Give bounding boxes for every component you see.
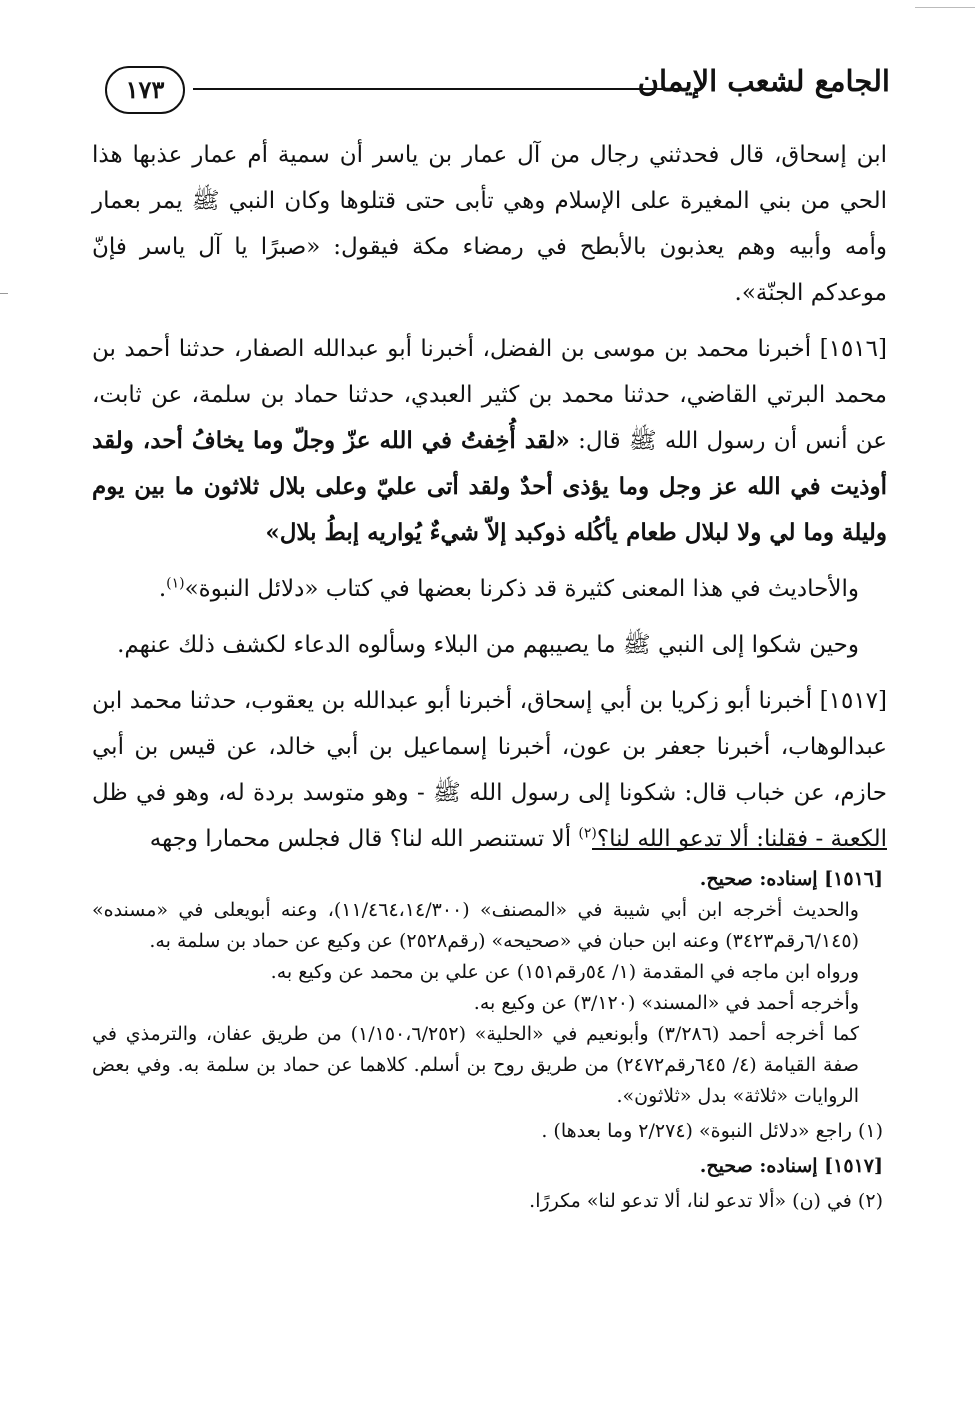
page-number: ١٧٣	[105, 66, 185, 114]
scan-edge-mark	[915, 7, 975, 8]
footnote-separator	[592, 848, 887, 850]
footnote-1: (١) راجع «دلائل النبوة» (٢/٢٧٤ وما بعدها) .	[541, 1120, 883, 1142]
paragraph-4	[92, 622, 887, 668]
footnote-takhrij-1: والحديث أخرجه ابن أبي شيبة في «المصنف» (١١/٤٦٤،١٤/٣٠٠)، وعنه أبويعلى في «مسنده» (٦/١٤٥رقم٣٤٢٣) وعنه ابن حبان في «صحيحه» (رقم٢٥٢٨) عن وكيع عن حماد بن سلمة به.	[92, 899, 859, 952]
footnote-isnad-1516: [١٥١٦] إسناده: صحيح.	[699, 868, 883, 890]
hadith-text-a: أخبرنا أبو زكريا بن أبي إسحاق، أخبرنا أبو عبدالله بن يعقوب، حدثنا محمد ابن عبدالوهاب، أخبرنا جعفر بن عون، أخبرنا إسماعيل بن أبي خالد، عن قيس بن أبي حازم، عن خباب قال: شكونا إلى رسول الله ﷺ - وهو متوسد بردة له، وهو في ظل الكعبة - فقلنا: ألا تدعو الله لنا؟	[92, 688, 887, 852]
book-title: الجامع لشعب الإيمان	[637, 64, 890, 98]
footnote-takhrij-4: كما أخرجه أحمد (٣/٢٨٦) وأبونعيم في «الحلية» (١/١٥٠،٦/٢٥٢) من طريق عفان، والترمذي في صفة القيامة (٤/ ٦٤٥رقم٢٤٧٢) من طريق روح بن أسلم. كلاهما عن حماد بن سلمة به. وفي بعض الروايات «ثلاثة» بدل «ثلاثون».	[92, 1023, 859, 1107]
hadith-1517	[92, 678, 887, 862]
paragraph-1	[92, 132, 887, 316]
footnote-ref-2[interactable]: (٢)	[578, 825, 597, 842]
paragraph-3-end: .	[158, 576, 167, 602]
main-text	[92, 132, 887, 862]
hadith-number: [١٥١٧]	[819, 688, 888, 714]
footnote-takhrij-2: ورواه ابن ماجه في المقدمة (١/ ٥٤رقم١٥١) عن علي بن محمد عن وكيع به.	[270, 961, 859, 983]
footnote-takhrij-3: وأخرجه أحمد في «المسند» (٣/١٢٠) عن وكيع به.	[473, 992, 859, 1014]
footnote-isnad-1517: [١٥١٧] إسناده: صحيح.	[699, 1155, 883, 1177]
header-rule	[193, 88, 685, 90]
paragraph-3	[92, 566, 887, 612]
paragraph-1-text: ابن إسحاق، قال فحدثني رجال من آل عمار بن ياسر أن سمية أم عمار عذبها هذا الحي من بني المغيرة على الإسلام وهي تأبى حتى قتلوها وكان النبي ﷺ يمر بعمار وأمه وأبيه وهم يعذبون بالأبطح في رمضاء مكة فيقول: «صبرًا يا آل ياسر فإنّ موعدكم الجنّة».	[92, 142, 887, 306]
paragraph-4-text: وحين شكوا إلى النبي ﷺ ما يصيبهم من البلاء وسألوه الدعاء لكشف ذلك عنهم.	[117, 632, 859, 658]
hadith-text-b: ألا تستنصر الله لنا؟ قال فجلس محمارا وجهه	[149, 826, 579, 852]
hadith-quote: «لقد أُخِفتُ في الله عزّ وجلّ وما يخافُ أحد، ولقد أوذيت في الله عز وجل وما يؤذى أحدٌ ولقد أتى عليّ وعلى بلال ثلاثون ما بين يوم وليلة وما لي ولا لبلال طعام يأكُله ذوكبد إلاّ شيءٌ يُواريه إبطُ بلال»	[92, 427, 887, 546]
footnote-ref-1[interactable]: (١)	[166, 575, 185, 592]
hadith-1516	[92, 326, 887, 556]
hadith-chain: أخبرنا محمد بن موسى بن الفضل، أخبرنا أبو عبدالله الصفار، حدثنا أحمد بن محمد البرتي القاضي، حدثنا محمد بن كثير العبدي، حدثنا حماد بن سلمة، عن ثابت، عن أنس أن رسول الله ﷺ قال:	[92, 336, 887, 454]
running-header	[105, 58, 890, 118]
footnote-2: (٢) في (ن) «ألا تدعو لنا، ألا تدعو لنا» مكررًا.	[529, 1190, 883, 1212]
footnotes	[92, 864, 883, 1217]
hadith-number: [١٥١٦]	[819, 336, 887, 362]
paragraph-3-text: والأحاديث في هذا المعنى كثيرة قد ذكرنا بعضها في كتاب «دلائل النبوة»	[184, 576, 859, 602]
scan-edge-mark	[0, 293, 8, 294]
